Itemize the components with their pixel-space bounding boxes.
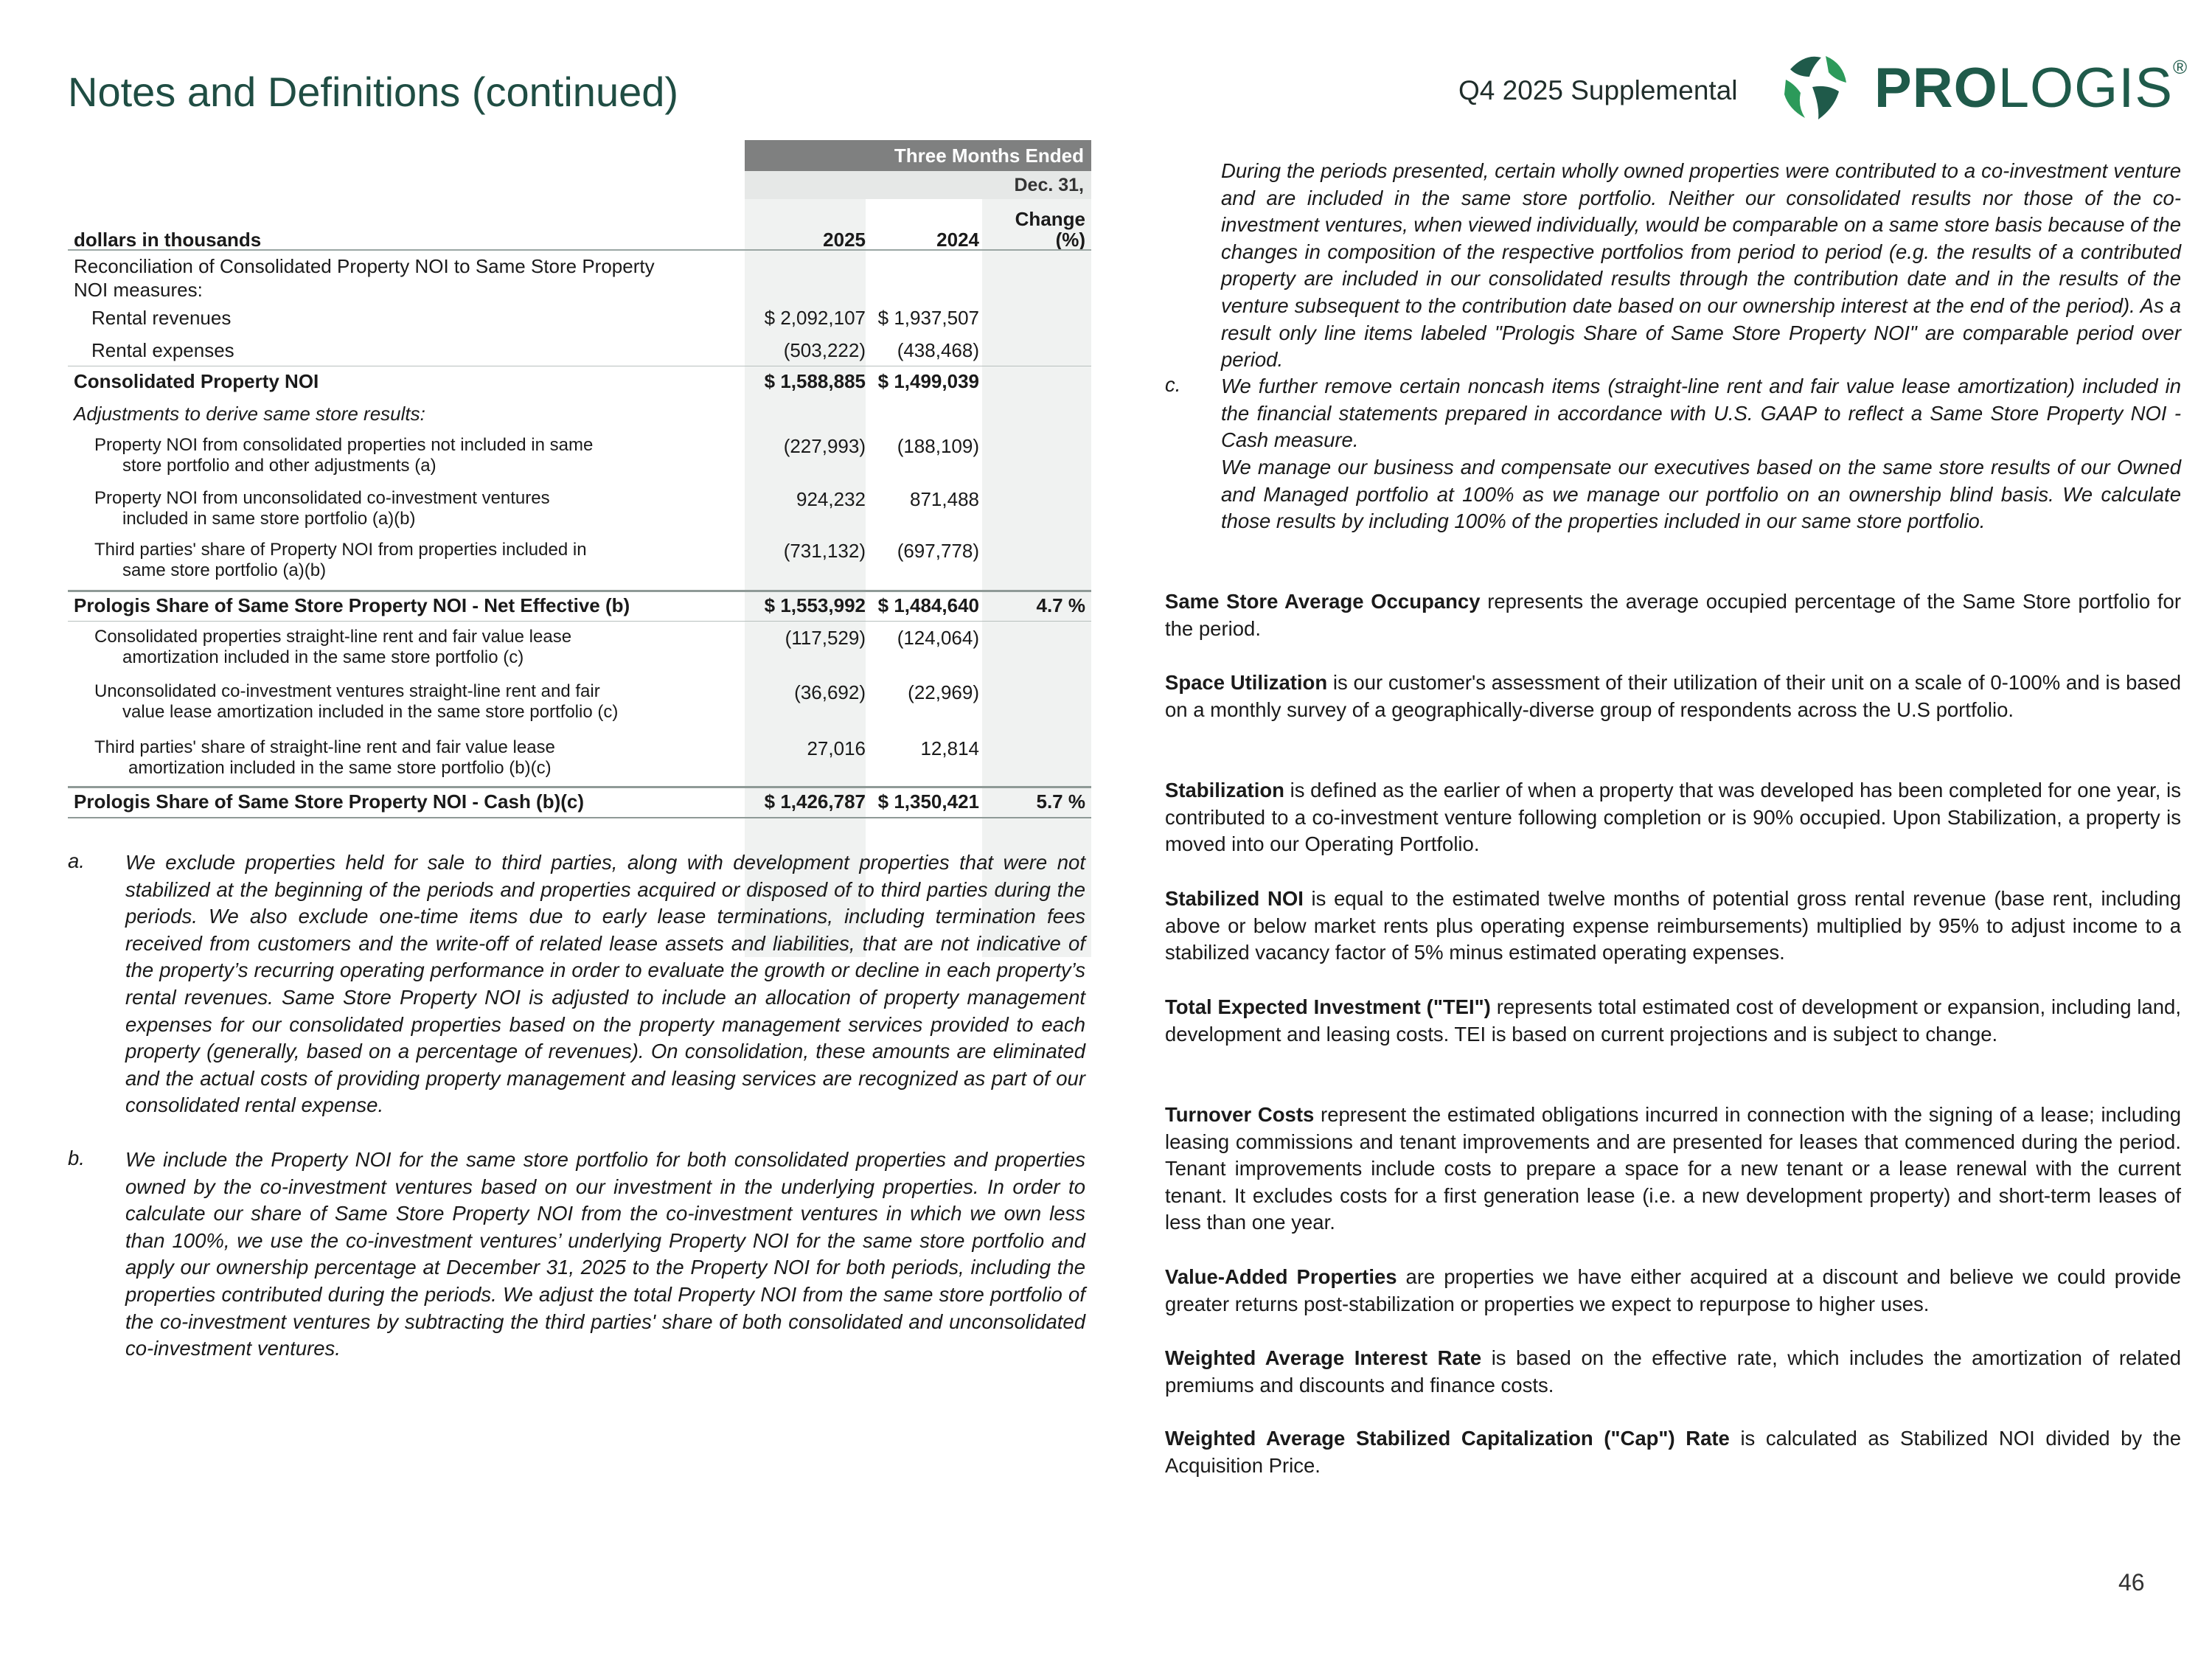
page-title: Notes and Definitions (continued)	[68, 69, 679, 115]
definition-term: Total Expected Investment ("TEI")	[1165, 995, 1491, 1018]
row-label-1: Third parties' share of straight-line rent and fair value lease	[94, 737, 555, 757]
units-label: dollars in thousands	[74, 229, 262, 251]
col-2024-header: 2024	[936, 229, 979, 251]
definition-cap-rate	[1165, 1425, 2181, 1479]
row-label-1: Third parties' share of Property NOI from properties included in	[94, 540, 587, 560]
logo-wordmark	[1874, 56, 2188, 120]
row-rule	[68, 590, 1091, 592]
value-2024: $ 1,937,507	[877, 307, 979, 329]
logo-wordmark-bold: PRO	[1874, 57, 1998, 119]
period-header: Three Months Ended	[745, 140, 1091, 171]
registered-mark: ®	[2173, 56, 2188, 78]
definition-text: is equal to the estimated twelve months of potential gross rental revenue (base rent, including above or below market rents plus operating expense reimbursements) multiplied by 95% to adjust income to a stabilized vacancy factor of 5% minus estimated operating expenses.	[1165, 887, 2181, 964]
row-label-1: Consolidated properties straight-line rent and fair value lease	[94, 627, 572, 647]
note-a-letter: a.	[68, 849, 85, 872]
definition-term: Weighted Average Interest Rate	[1165, 1346, 1482, 1369]
value-2024: $ 1,499,039	[877, 370, 979, 392]
value-2024: $ 1,350,421	[877, 790, 979, 813]
note-c-text-2: We manage our business and compensate our executives based on the same store results of our Owned and Managed portfolio at 100% as we manage our portfolio on an ownership blind basis. We calculate those results by including 100% of the properties included in our same store portfolio.	[1221, 456, 2181, 533]
value-2024: (438,468)	[897, 339, 979, 361]
definition-text: is calculated as Stabilized NOI divided by the Acquisition Price.	[1165, 1427, 2181, 1477]
recon-label-2: NOI measures:	[74, 279, 203, 301]
value-2025: (36,692)	[794, 681, 866, 703]
definition-weighted-avg-interest-rate	[1165, 1345, 2181, 1399]
value-2024: (697,778)	[897, 540, 979, 562]
definition-term: Value-Added Properties	[1165, 1265, 1397, 1288]
header-rule	[68, 249, 1091, 251]
prologis-logo	[1775, 47, 2188, 128]
definition-term: Weighted Average Stabilized Capitalization ("Cap") Rate	[1165, 1427, 1730, 1450]
col-2025-header: 2025	[823, 229, 866, 251]
row-label: Rental expenses	[91, 339, 234, 361]
col-change-header-1: Change	[1015, 208, 1085, 230]
value-2024: 871,488	[910, 488, 979, 510]
logo-wordmark-light: LOGIS	[1997, 57, 2174, 119]
definition-tei	[1165, 994, 2181, 1048]
table-bottom-rule	[68, 817, 1091, 818]
row-label-1: Property NOI from unconsolidated co-investment ventures	[94, 488, 550, 508]
definition-term: Stabilization	[1165, 779, 1284, 801]
definition-value-added-properties	[1165, 1264, 2181, 1318]
row-label: Prologis Share of Same Store Property NOI - Cash (b)(c)	[74, 790, 585, 813]
note-b-continued: During the periods presented, certain wholly owned properties were contributed to a co-investment venture and are included in the same store portfolio. Neither our consolidated results nor those of the co-investment ventures, when viewed individually, would be comparable on a same store basis because of the changes in composition of the respective portfolios from period to period (e.g. the results of a contributed property are included in our consolidated results through the contribution date and in the results of the venture subsequent to the contribution date based on our ownership interest at the end of the period). As a result only line items labeled "Prologis Share of Same Store Property NOI" are comparable period over period.	[1221, 159, 2181, 372]
row-label-1: Property NOI from consolidated properties not included in same	[94, 435, 594, 455]
definition-stabilization	[1165, 777, 2181, 858]
value-2024: $ 1,484,640	[877, 594, 979, 616]
row-label: Adjustments to derive same store results:	[74, 403, 425, 425]
definition-term: Turnover Costs	[1165, 1103, 1315, 1126]
row-label-2: amortization included in the same store portfolio (c)	[122, 647, 524, 667]
value-2025: (731,132)	[783, 540, 866, 562]
value-2025: 27,016	[807, 737, 866, 759]
row-label-2: value lease amortization included in the same store portfolio (c)	[122, 702, 619, 722]
definition-term: Stabilized NOI	[1165, 887, 1304, 910]
definition-turnover-costs	[1165, 1102, 2181, 1237]
value-2025: (503,222)	[783, 339, 866, 361]
report-period: Q4 2025 Supplemental	[1458, 75, 1738, 105]
period-date: Dec. 31,	[745, 171, 1091, 199]
value-2025: (117,529)	[785, 627, 866, 649]
definition-term: Space Utilization	[1165, 671, 1328, 694]
value-2024: (124,064)	[897, 627, 979, 649]
note-b-text: We include the Property NOI for the same store portfolio for both consolidated properties and properties owned by the co-investment ventures based on our investment in the underlying properties. In order to calculate our share of Same Store Property NOI from the co-investment ventures in which we own less than 100%, we use the co-investment ventures’ underlying Property NOI for the same store portfolio and apply our ownership percentage at December 31, 2025 to the Property NOI for both periods, including the properties contributed during the periods. We adjust the total Property NOI from the same store portfolio of the co-investment ventures by subtracting the third parties' share of both consolidated and unconsolidated co-investment ventures.	[125, 1148, 1085, 1360]
globe-logo-icon	[1775, 47, 1857, 128]
row-label: Prologis Share of Same Store Property NOI - Net Effective (b)	[74, 594, 630, 616]
note-c-letter: c.	[1165, 373, 1181, 396]
definition-space-utilization	[1165, 669, 2181, 723]
value-change: 4.7 %	[1036, 594, 1085, 616]
definition-text: is our customer's assessment of their utilization of their unit on a scale of 0-100% and is based on a monthly survey of a geographically-diverse group of respondents across the U.S portfolio.	[1165, 671, 2182, 721]
value-2025: (227,993)	[783, 435, 866, 457]
definition-text: represents the average occupied percentage of the Same Store portfolio for the period.	[1165, 590, 2181, 640]
definition-same-store-occupancy	[1165, 588, 2181, 642]
column-shade-change	[982, 199, 1091, 957]
page-number: 46	[2118, 1569, 2145, 1596]
row-label-1: Unconsolidated co-investment ventures straight-line rent and fair	[94, 681, 600, 701]
row-rule	[68, 786, 1091, 788]
row-label-2: same store portfolio (a)(b)	[122, 560, 327, 580]
value-2025: $ 2,092,107	[764, 307, 866, 329]
definition-text: is based on the effective rate, which includes the amortization of related premiums and discounts and finance costs.	[1165, 1346, 2181, 1397]
value-2025: $ 1,426,787	[764, 790, 866, 813]
recon-label-1: Reconciliation of Consolidated Property NOI to Same Store Property	[74, 255, 655, 277]
row-label: Rental revenues	[91, 307, 232, 329]
definition-term: Same Store Average Occupancy	[1165, 590, 1481, 613]
value-2025: 924,232	[796, 488, 866, 510]
note-b-letter: b.	[68, 1147, 85, 1169]
definition-stabilized-noi	[1165, 886, 2181, 967]
value-2025: $ 1,588,885	[764, 370, 866, 392]
row-label-2: store portfolio and other adjustments (a)	[122, 456, 437, 476]
definition-text: represent the estimated obligations incurred in connection with the signing of a lease; including leasing commissions and tenant improvements and are presented for leases that commenced during the period. Tenant improvements include costs to prepare a space for a new tenant or a lease renewal with the current tenant. It excludes costs for a first generation lease (i.e. a new development property) and short-term leases of less than one year.	[1165, 1103, 2181, 1234]
definition-text: is defined as the earlier of when a property that was developed has been completed for one year, is contributed to a co-investment venture following completion or is 90% occupied. Upon Stabilization, a property is moved into our Operating Portfolio.	[1165, 779, 2181, 856]
col-change-header-2: (%)	[1055, 229, 1085, 251]
value-2024: (188,109)	[897, 435, 979, 457]
definition-text: are properties we have either acquired at a discount and believe we could provide greater returns post-stabilization or properties we expect to repurpose to higher uses.	[1165, 1265, 2181, 1315]
value-2024: 12,814	[920, 737, 979, 759]
row-label-2: amortization included in the same store portfolio (b)(c)	[128, 758, 552, 778]
definition-text: represents total estimated cost of development or expansion, including land, development and leasing costs. TEI is based on current projections and is subject to change.	[1165, 995, 2181, 1046]
value-2024: (22,969)	[908, 681, 979, 703]
row-label: Consolidated Property NOI	[74, 370, 319, 392]
note-a-text: We exclude properties held for sale to third parties, along with development properties that were not stabilized at the beginning of the periods and properties acquired or disposed of to third parties during the periods. We also exclude one-time items due to early lease terminations, including termination fees received from customers and the write-off of related lease assets and liabilities, that are not indicative of the property’s recurring operating performance in order to evaluate the growth or decline in each property’s rental revenues. Same Store Property NOI is adjusted to include an allocation of property management expenses for our consolidated properties based on the property management services provided to each property (generally, based on a percentage of revenues). On consolidation, these amounts are eliminated and the actual costs of providing property management and leasing services are recognized as part of our consolidated rental expense.	[125, 851, 1085, 1117]
row-label-2: included in same store portfolio (a)(b)	[122, 509, 416, 529]
note-c-text: We further remove certain noncash items (straight-line rent and fair value lease amortization) included in the financial statements prepared in accordance with U.S. GAAP to reflect a Same Store Property NOI - Cash measure.	[1221, 375, 2181, 452]
row-rule	[68, 621, 1091, 622]
value-change: 5.7 %	[1036, 790, 1085, 813]
value-2025: $ 1,553,992	[764, 594, 866, 616]
